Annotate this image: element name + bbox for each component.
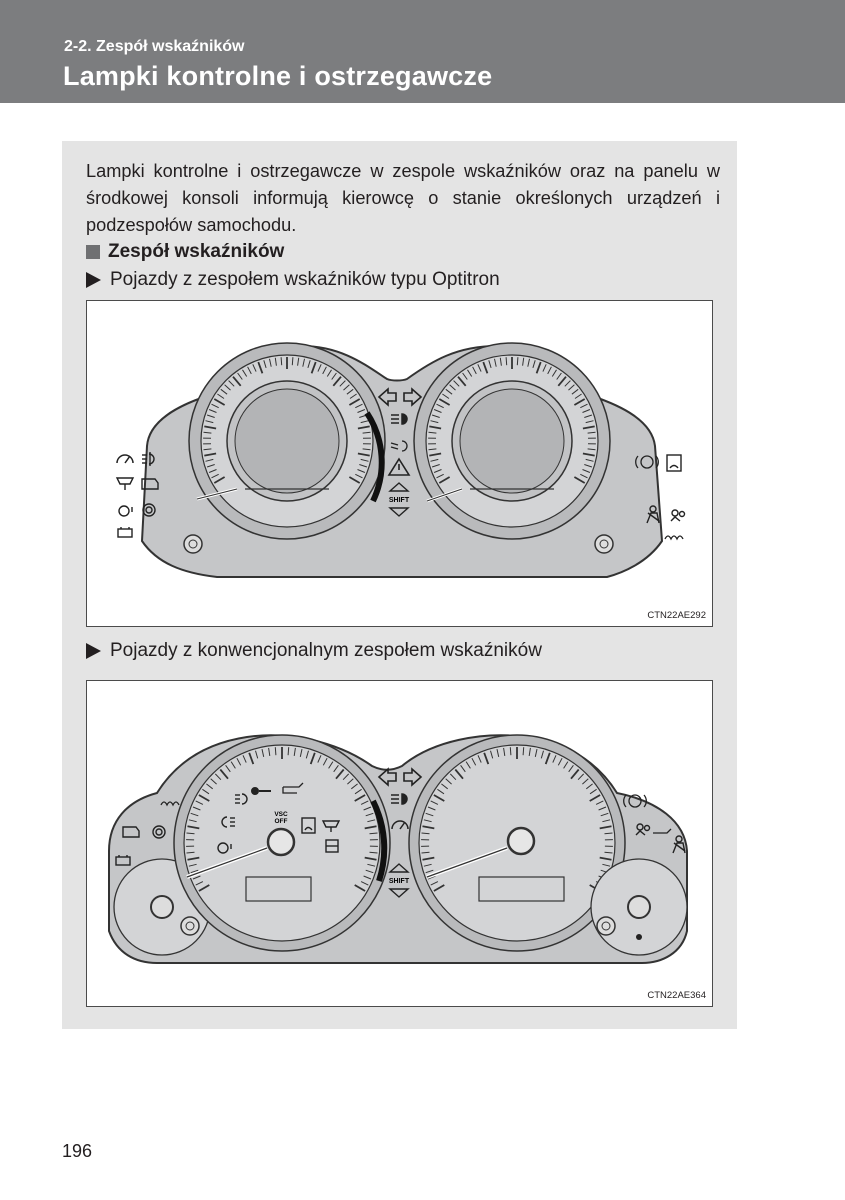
triangle-bullet-icon bbox=[86, 643, 101, 659]
figure-conventional-cluster bbox=[86, 680, 713, 1007]
dial-tick bbox=[506, 357, 507, 365]
dial-tick bbox=[275, 747, 276, 755]
brake-icon bbox=[119, 506, 132, 516]
dial-tick bbox=[292, 357, 293, 365]
subheading bbox=[86, 241, 284, 263]
figure-optitron-cluster bbox=[86, 300, 713, 627]
figure-2-code: CTN22AE364 bbox=[647, 990, 706, 1001]
figure-1-caption-text: Pojazdy z zespołem wskaźników typu Optitron bbox=[110, 269, 500, 290]
off-label: OFF bbox=[274, 818, 288, 825]
page-title: Lampki kontrolne i ostrzegawcze bbox=[63, 61, 493, 91]
cruise-icon bbox=[117, 455, 133, 463]
washer-icon bbox=[117, 478, 133, 490]
dial-tick bbox=[281, 357, 282, 365]
dial-tick bbox=[288, 747, 289, 755]
subheading-text: Zespół wskaźników bbox=[108, 241, 285, 262]
dial-tick bbox=[517, 357, 518, 365]
temperature-gauge bbox=[591, 859, 687, 955]
intro-paragraph: Lampki kontrolne i ostrzegawcze w zespole wskaźników oraz na panelu w środkowej konsoli informują kierowcę o stanie określonych urządzeń i podzespołów samochodu. bbox=[86, 161, 720, 235]
figure-1-caption bbox=[86, 269, 500, 291]
left-dial bbox=[189, 343, 385, 539]
page-header bbox=[0, 0, 845, 103]
glow-plug-icon bbox=[665, 536, 683, 539]
dial-tick bbox=[510, 747, 511, 755]
high-beam-icon bbox=[391, 794, 407, 804]
figure-2-caption-text: Pojazdy z konwencjonalnym zespołem wskaźników bbox=[110, 640, 542, 661]
airbag-icon bbox=[671, 510, 685, 521]
right-knob bbox=[595, 535, 613, 553]
figure-2-caption bbox=[86, 640, 542, 662]
section-label: 2-2. Zespół wskaźników bbox=[64, 38, 245, 55]
shift-label: SHIFT bbox=[388, 878, 410, 885]
left-dial bbox=[174, 735, 390, 951]
content-panel bbox=[62, 141, 737, 1029]
square-bullet-icon bbox=[86, 245, 100, 259]
shift-label: SHIFT bbox=[388, 497, 410, 504]
left-knob bbox=[181, 917, 199, 935]
dial-tick bbox=[523, 747, 524, 755]
left-knob bbox=[184, 535, 202, 553]
triangle-bullet-icon bbox=[86, 272, 101, 288]
vsc-label: VSC bbox=[274, 811, 288, 818]
slip-icon bbox=[667, 455, 681, 471]
page-number: 196 bbox=[62, 1141, 93, 1161]
right-knob bbox=[597, 917, 615, 935]
high-beam-icon bbox=[391, 414, 407, 424]
optitron-cluster-illustration bbox=[87, 301, 714, 628]
right-dial bbox=[414, 343, 610, 539]
conventional-cluster-illustration bbox=[87, 681, 714, 1008]
battery-icon bbox=[118, 527, 132, 537]
figure-1-code: CTN22AE292 bbox=[647, 610, 706, 621]
